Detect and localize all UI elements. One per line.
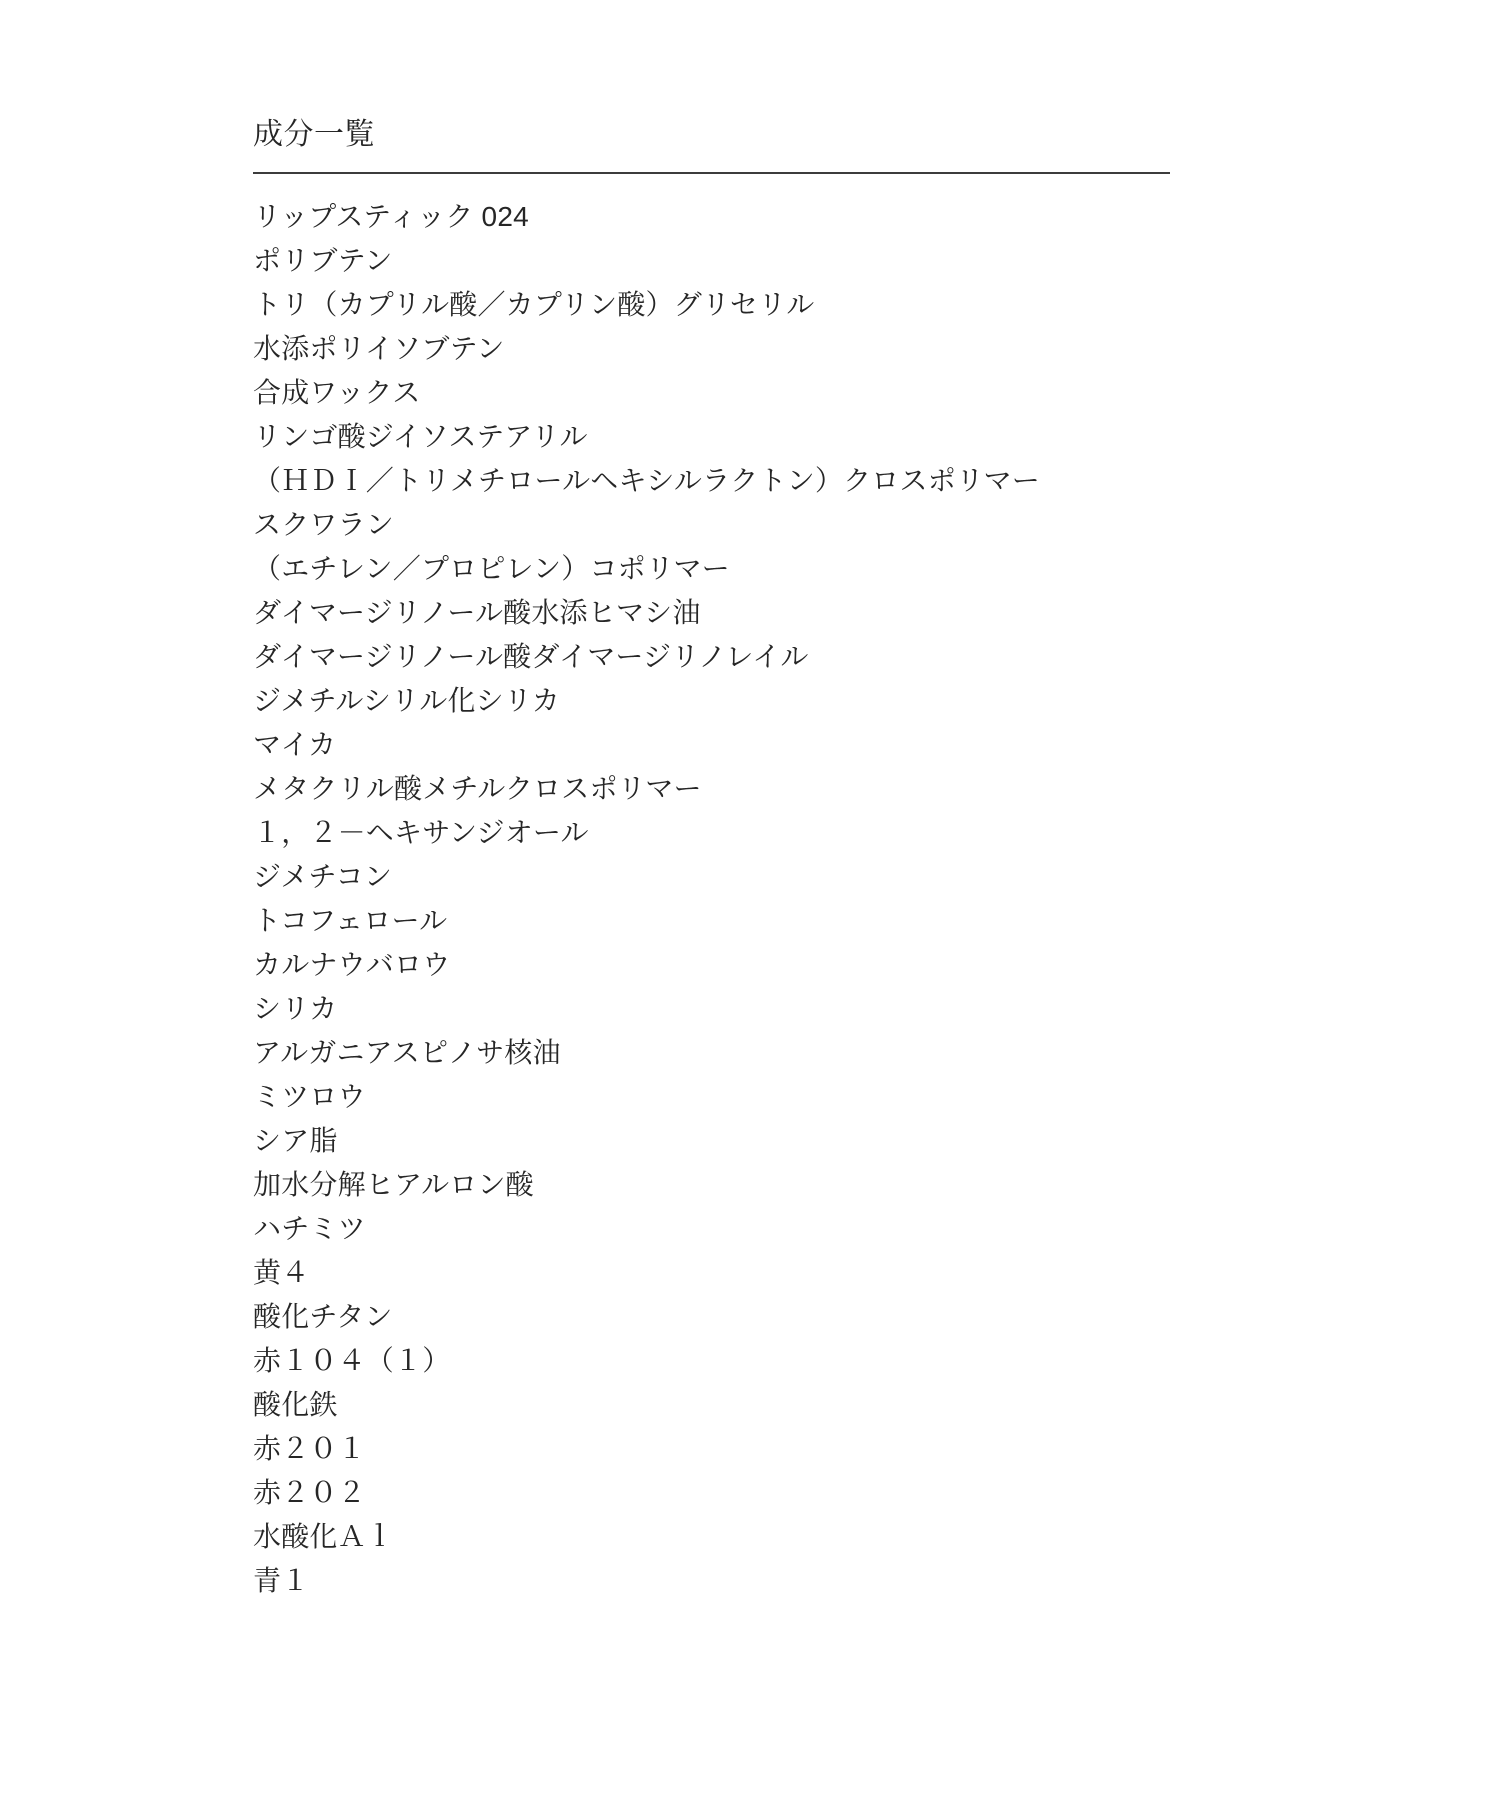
- ingredient-item: メタクリル酸メチルクロスポリマー: [253, 773, 702, 804]
- product-name: リップスティック 024: [253, 201, 529, 232]
- ingredient-item: シリカ: [253, 993, 338, 1024]
- ingredient-item: （ＨＤＩ／トリメチロールヘキシルラクトン）クロスポリマー: [253, 465, 1040, 496]
- ingredient-list: [253, 195, 1040, 1603]
- ingredient-item: ダイマージリノール酸水添ヒマシ油: [253, 597, 701, 628]
- ingredient-item: トリ（カプリル酸／カプリン酸）グリセリル: [253, 289, 815, 320]
- ingredient-item: ミツロウ: [253, 1081, 366, 1112]
- ingredient-item: 合成ワックス: [253, 377, 421, 408]
- ingredient-item: 黄４: [253, 1257, 310, 1288]
- ingredient-item: マイカ: [253, 729, 337, 760]
- ingredient-item: ハチミツ: [253, 1213, 366, 1244]
- ingredient-item: １，２－ヘキサンジオール: [253, 817, 589, 848]
- ingredient-item: リンゴ酸ジイソステアリル: [253, 421, 588, 452]
- ingredient-item: 青１: [253, 1565, 310, 1596]
- ingredient-item: カルナウバロウ: [253, 949, 451, 980]
- ingredients-container: [253, 239, 1040, 1603]
- ingredient-item: 酸化鉄: [253, 1389, 338, 1420]
- ingredient-item: ポリブテン: [253, 245, 393, 276]
- title-divider: [253, 172, 1170, 174]
- ingredient-item: 水酸化Ａｌ: [253, 1521, 395, 1552]
- ingredient-item: 赤１０４（１）: [253, 1345, 451, 1376]
- ingredient-item: アルガニアスピノサ核油: [253, 1037, 561, 1068]
- ingredient-item: トコフェロール: [253, 905, 448, 936]
- ingredient-item: スクワラン: [253, 509, 395, 540]
- ingredient-item: シア脂: [253, 1125, 338, 1156]
- ingredient-item: 赤２０２: [253, 1477, 366, 1508]
- ingredient-item: 酸化チタン: [253, 1301, 393, 1332]
- page-title: 成分一覧: [253, 118, 375, 151]
- ingredient-item: ダイマージリノール酸ダイマージリノレイル: [253, 641, 809, 672]
- ingredient-item: ジメチルシリル化シリカ: [253, 685, 560, 716]
- ingredient-item: 加水分解ヒアルロン酸: [253, 1169, 534, 1200]
- ingredient-item: 水添ポリイソブテン: [253, 333, 505, 364]
- ingredient-item: 赤２０１: [253, 1433, 366, 1464]
- ingredient-item: （エチレン／プロピレン）コポリマー: [253, 553, 730, 584]
- ingredient-item: ジメチコン: [253, 861, 393, 892]
